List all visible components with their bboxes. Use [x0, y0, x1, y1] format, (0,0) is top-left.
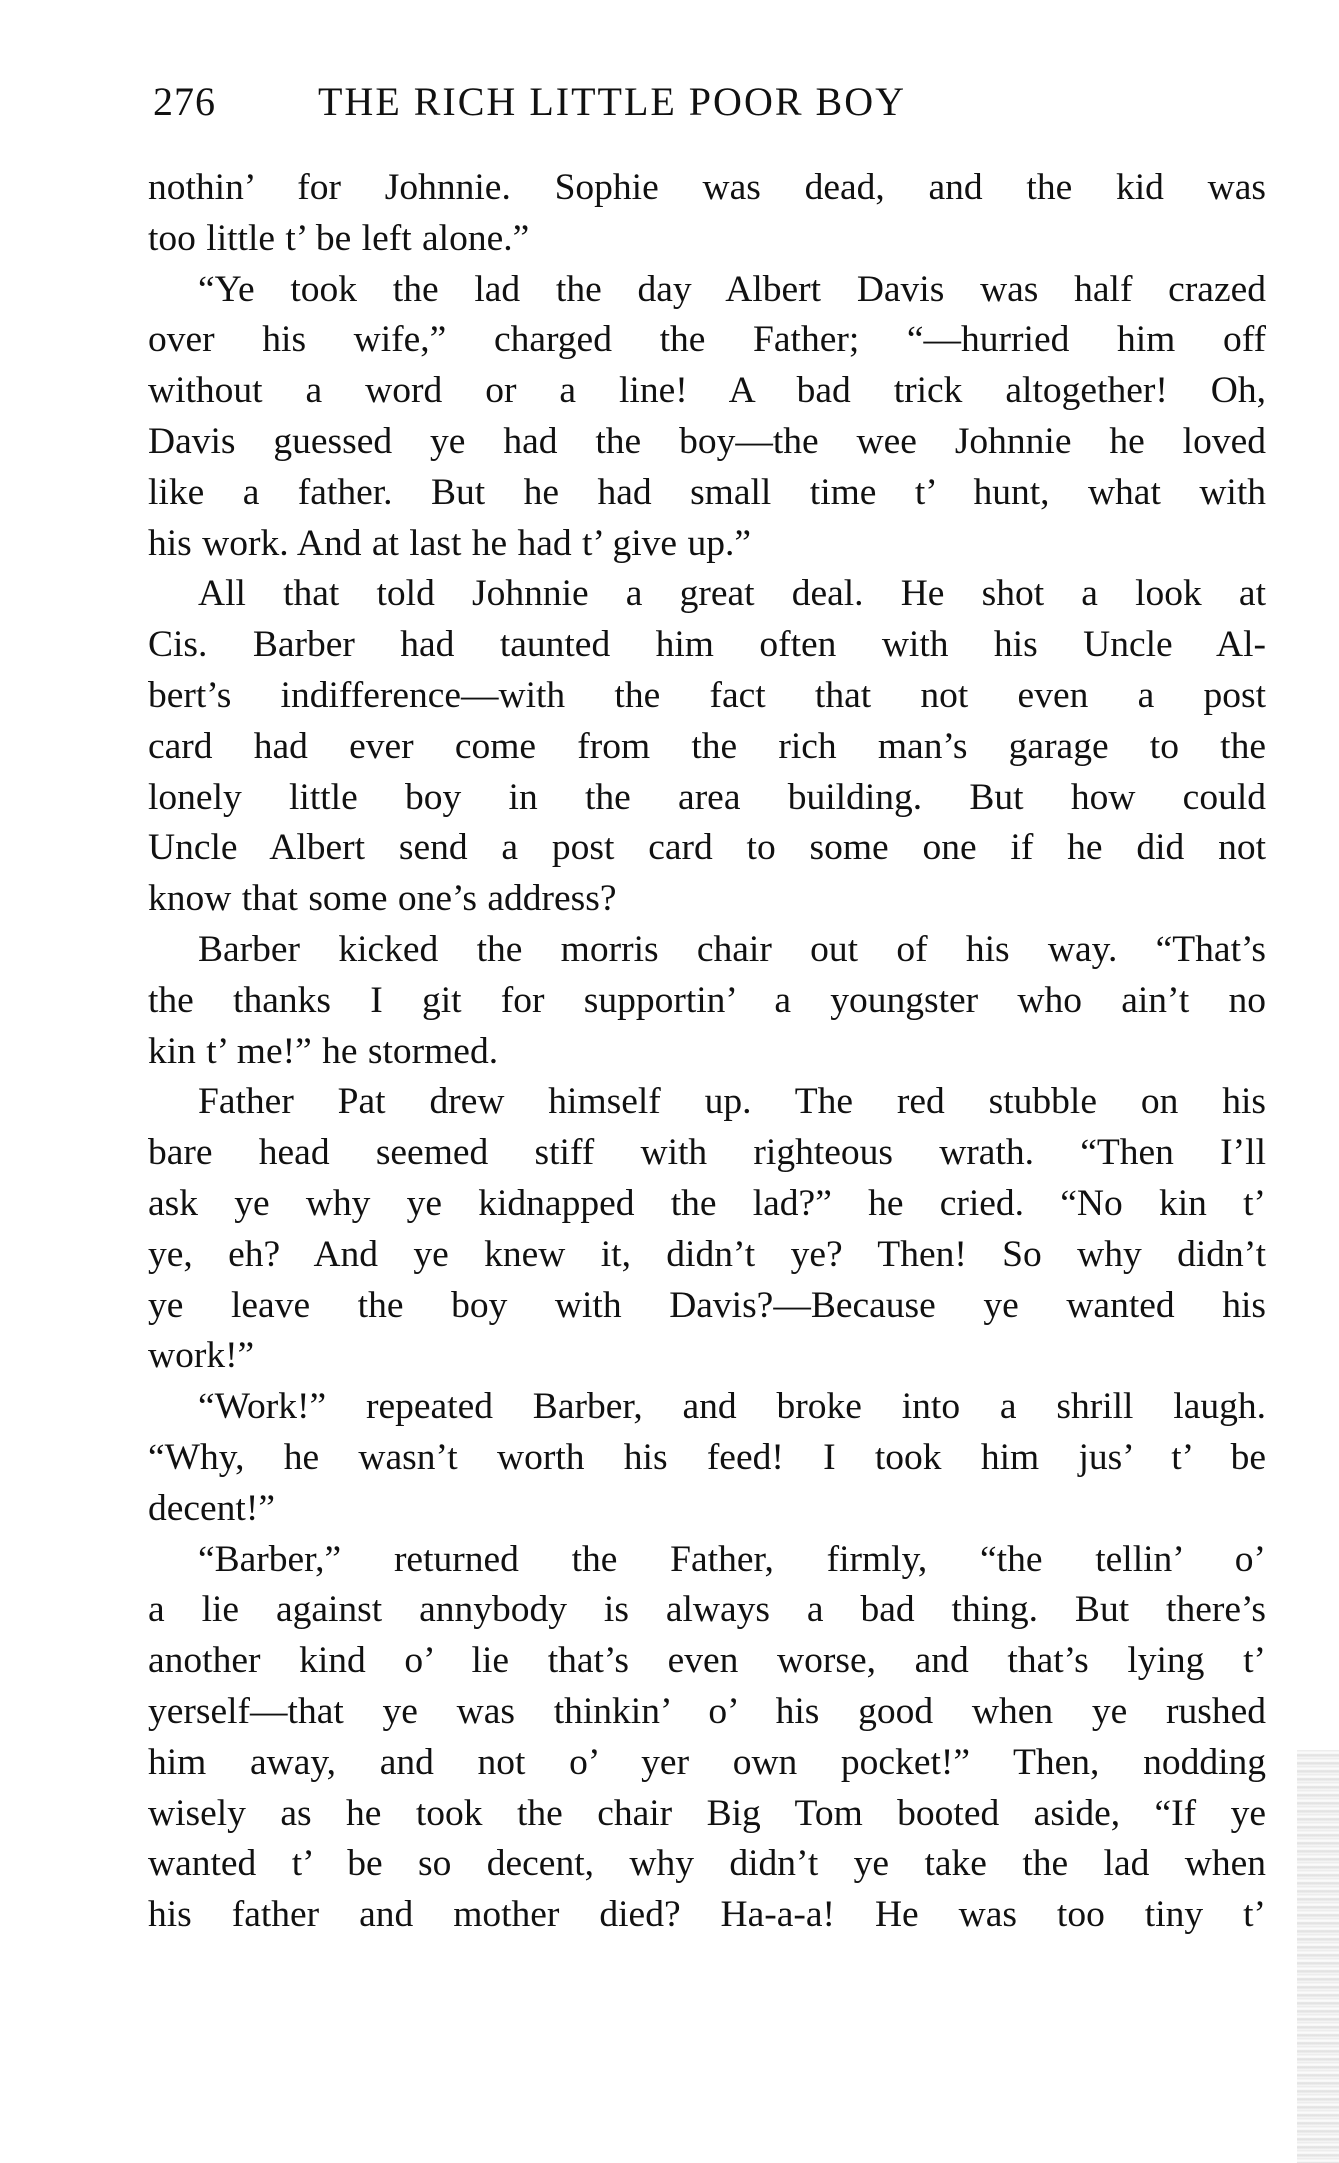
text-line: Father Pat drew himself up. The red stubble on his [198, 1081, 1266, 1123]
text-line: “Why, he wasn’t worth his feed! I took him jus’ t’ be [148, 1436, 1266, 1478]
text-line: him away, and not o’ yer own pocket!” Then, nodding [148, 1741, 1266, 1783]
text-line: too little t’ be left alone.” [148, 217, 530, 259]
text-line: kin t’ me!” he stormed. [148, 1030, 499, 1072]
text-line: “Barber,” returned the Father, firmly, “the tellin’ o’ [198, 1538, 1266, 1580]
text-line: nothin’ for Johnnie. Sophie was dead, and the kid was [148, 167, 1266, 208]
text-line: ask ye why ye kidnapped the lad?” he cried. “No kin t’ [148, 1182, 1266, 1224]
text-line: ye, eh? And ye knew it, didn’t ye? Then! So why didn’t [148, 1233, 1266, 1275]
paragraph [148, 265, 1266, 570]
text-line: bert’s indifference—with the fact that not even a post [148, 674, 1266, 716]
paragraph [148, 1382, 1266, 1534]
text-line: decent!” [148, 1487, 275, 1529]
text-line: like a father. But he had small time t’ hunt, what with [148, 471, 1266, 513]
text-line: his work. And at last he had t’ give up.” [148, 522, 751, 564]
text-line: over his wife,” charged the Father; “—hurried him off [148, 319, 1266, 361]
text-line: yerself—that ye was thinkin’ o’ his good when ye rushed [148, 1690, 1266, 1732]
text-line: All that told Johnnie a great deal. He shot a look at [198, 573, 1266, 615]
text-line: his father and mother died? Ha-a-a! He was too tiny t’ [148, 1894, 1266, 1936]
text-line: without a word or a line! A bad trick altogether! Oh, [148, 370, 1266, 412]
paragraph [148, 1535, 1266, 1941]
paragraph [148, 1077, 1266, 1382]
page-number: 276 [153, 79, 216, 124]
text-line: ye leave the boy with Davis?—Because ye wanted his [148, 1284, 1266, 1326]
body-text [148, 163, 1266, 1941]
paragraph [148, 925, 1266, 1077]
text-line: Barber kicked the morris chair out of his way. “That’s [198, 928, 1266, 970]
text-line: card had ever come from the rich man’s garage to the [148, 725, 1266, 767]
text-line: Davis guessed ye had the boy—the wee Johnnie he loved [148, 420, 1266, 462]
text-line: work!” [148, 1335, 255, 1377]
scan-edge-shadow [1297, 1750, 1339, 2163]
paragraph [148, 569, 1266, 925]
text-line: wisely as he took the chair Big Tom booted aside, “If ye [148, 1792, 1266, 1834]
text-line: the thanks I git for supportin’ a youngster who ain’t no [148, 979, 1266, 1021]
text-line: bare head seemed stiff with righteous wrath. “Then I’ll [148, 1132, 1266, 1174]
text-line: Uncle Albert send a post card to some one if he did not [148, 827, 1266, 869]
text-line: “Ye took the lad the day Albert Davis was half crazed [198, 268, 1266, 310]
book-title: THE RICH LITTLE POOR BOY [318, 79, 906, 124]
text-line: wanted t’ be so decent, why didn’t ye take the lad when [148, 1843, 1266, 1885]
text-line: “Work!” repeated Barber, and broke into a shrill laugh. [198, 1386, 1266, 1428]
text-line: Cis. Barber had taunted him often with his Uncle Al- [148, 624, 1266, 666]
text-line: know that some one’s address? [148, 878, 617, 920]
paragraph [148, 163, 1266, 265]
text-line: a lie against annybody is always a bad thing. But there’s [148, 1589, 1266, 1631]
running-head [153, 78, 1263, 138]
text-line: lonely little boy in the area building. But how could [148, 776, 1266, 818]
text-line: another kind o’ lie that’s even worse, and that’s lying t’ [148, 1640, 1266, 1682]
